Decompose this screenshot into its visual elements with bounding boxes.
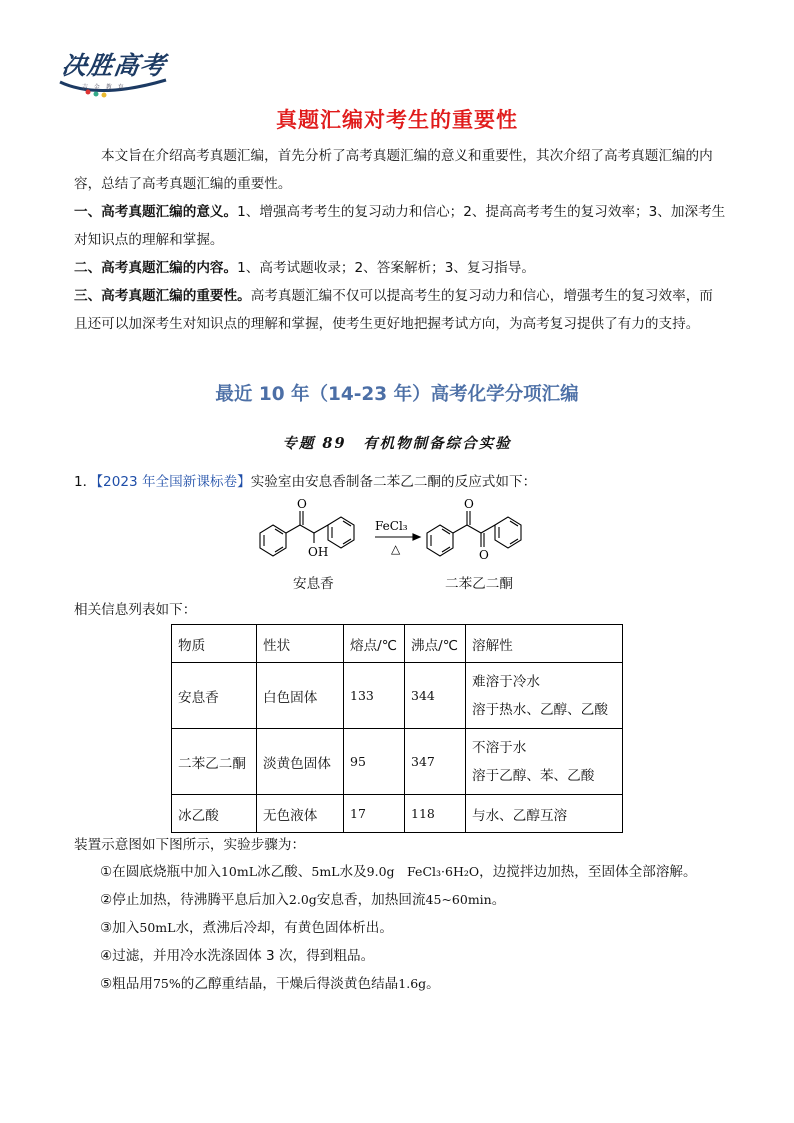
section-2-body: 1、高考试题收录；2、答案解析；3、复习指导。 (237, 260, 535, 276)
step-text: 。 (491, 892, 506, 908)
step-text: ，边搅拌边加热，至固体全部溶解。 (479, 864, 697, 880)
product-name: 二苯乙二酮 (445, 576, 513, 592)
step-text: 的乙醇重结晶，干燥后得淡黄色结晶 (180, 976, 399, 992)
step-quantity: 5mL (311, 864, 340, 879)
topic-heading: 专题 89 有机物制备综合实验 (282, 435, 512, 452)
question-source: 【2023 年全国新课标卷】 (96, 474, 251, 490)
step-text: ⑤粗品用 (100, 976, 153, 992)
table-header-cell: 性状 (257, 625, 344, 663)
step-4 (100, 944, 374, 964)
table-cell: 133 (344, 663, 405, 729)
step-text: 冰乙酸、 (257, 864, 312, 880)
table-header-cell: 溶解性 (466, 625, 623, 663)
question-1 (74, 470, 536, 490)
section-3-body: 高考真题汇编不仅可以提高考生的复习动力和信心，增强考生的复习效率，而且还可以加深考生对知识点的理解和掌握，使考生更好地把握考试方向，为高考复习提供了有力的支持。 (74, 288, 713, 332)
step-5 (100, 972, 440, 992)
table-cell: 淡黄色固体 (257, 729, 344, 795)
table-cell: 344 (405, 663, 466, 729)
question-number: 1． (74, 474, 97, 490)
section-3 (74, 282, 726, 338)
logo (58, 44, 170, 106)
product-oxygen-2: O (479, 548, 489, 562)
step-text: 水，煮沸后冷却，有黄色固体析出。 (175, 920, 393, 936)
step-1 (100, 860, 697, 880)
step-quantity: 50mL (139, 920, 176, 935)
section-3-heading: 三、高考真题汇编的重要性。 (74, 288, 251, 304)
step-quantity: 2.0g (288, 892, 317, 907)
step-3 (100, 916, 393, 936)
table-cell: 安息香 (172, 663, 257, 729)
step-quantity: 10mL (220, 864, 257, 879)
collection-subtitle: 最近 10 年（14-23 年）高考化学分项汇编 (215, 384, 579, 405)
table-cell: 95 (344, 729, 405, 795)
logo-subtext: 吉 金 教 育 (82, 84, 126, 91)
solubility-line: 难溶于冷水 (472, 673, 540, 690)
table-cell: 17 (344, 795, 405, 833)
intro-paragraph: 本文旨在介绍高考真题汇编，首先分析了高考真题汇编的意义和重要性，其次介绍了高考真题汇编的内容，总结了高考真题汇编的重要性。 (74, 148, 713, 192)
reaction-scheme (240, 495, 540, 573)
hydroxyl-label: OH (308, 545, 329, 559)
table-cell: 白色固体 (257, 663, 344, 729)
table-cell (466, 729, 623, 795)
properties-table (171, 624, 623, 833)
step-quantity: 45~60min (425, 892, 492, 907)
step-text: 安息香，加热回流 (316, 892, 426, 908)
question-stem: 实验室由安息香制备二苯乙二酮的反应式如下： (250, 474, 537, 490)
table-cell: 118 (405, 795, 466, 833)
table-header-row (172, 625, 623, 663)
table-header-cell: 物质 (172, 625, 257, 663)
step-2 (100, 888, 505, 908)
step-formula: 9.0g FeCl₃·6H₂O (366, 864, 480, 879)
step-text: 。 (426, 976, 440, 992)
table-row (172, 663, 623, 729)
section-1-body: 1、增强高考考生的复习动力和信心；2、提高高考考生的复习效率；3、加深考生对知识点的理解和掌握。 (74, 204, 726, 248)
section-1 (74, 198, 726, 254)
table-cell: 二苯乙二酮 (172, 729, 257, 795)
table-cell (466, 663, 623, 729)
info-intro: 相关信息列表如下： (74, 602, 197, 618)
page-title: 真题汇编对考生的重要性 (276, 108, 518, 132)
logo-text: 决胜高考 (59, 51, 168, 80)
section-1-heading: 一、高考真题汇编的意义。 (74, 204, 238, 220)
solubility-line: 溶于热水、乙醇、乙酸 (472, 701, 608, 718)
solubility-line: 溶于乙醇、苯、乙酸 (472, 767, 595, 784)
reagent-label: FeCl₃ (375, 519, 408, 533)
section-2 (74, 254, 726, 282)
table-cell: 与水、乙醇互溶 (466, 795, 623, 833)
product-oxygen-1: O (464, 497, 474, 511)
table-cell: 347 (405, 729, 466, 795)
step-text: ④过滤，并用冷水洗涤固体 3 次，得到粗品。 (100, 948, 375, 964)
table-header-cell: 熔点/℃ (344, 625, 405, 663)
step-text: ③加入 (100, 920, 140, 936)
step-quantity: 75% (152, 976, 181, 991)
step-text: ①在圆底烧瓶中加入 (100, 864, 221, 880)
table-row (172, 795, 623, 833)
reactant-name: 安息香 (293, 576, 334, 592)
steps-intro: 装置示意图如下图所示，实验步骤为： (74, 837, 306, 853)
heat-condition: △ (391, 542, 401, 556)
solubility-line: 不溶于水 (472, 739, 527, 756)
table-cell: 冰乙酸 (172, 795, 257, 833)
section-2-heading: 二、高考真题汇编的内容。 (74, 260, 238, 276)
step-text: 水及 (339, 864, 367, 880)
table-cell: 无色液体 (257, 795, 344, 833)
table-row (172, 729, 623, 795)
table-header-cell: 沸点/℃ (405, 625, 466, 663)
reactant-oxygen: O (297, 497, 307, 511)
step-text: ②停止加热，待沸腾平息后加入 (100, 892, 289, 908)
step-quantity: 1.6g (398, 976, 427, 991)
